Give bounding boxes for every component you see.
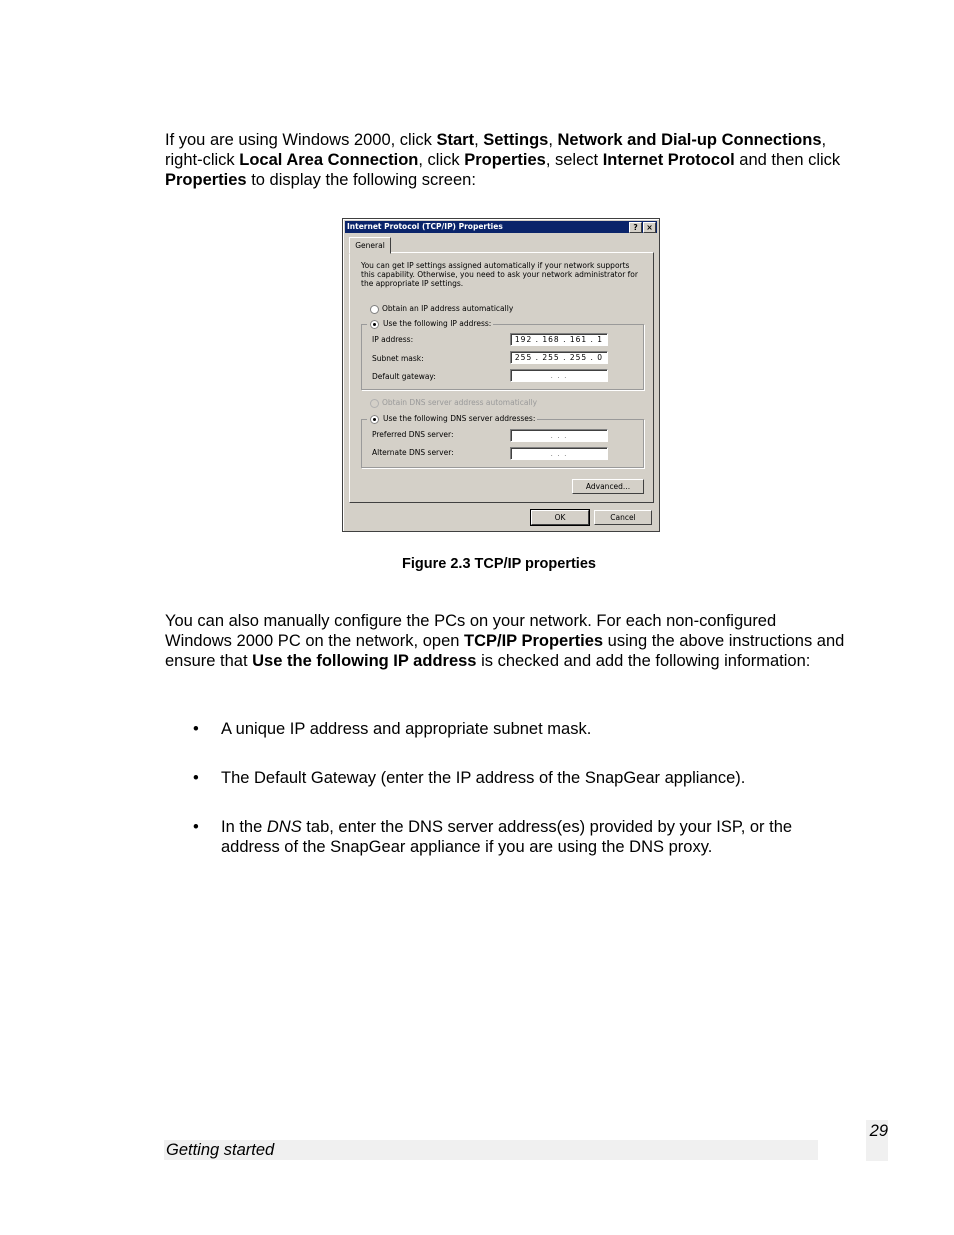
obtain-dns-auto-label: Obtain DNS server address automatically — [382, 398, 538, 407]
close-button[interactable]: × — [643, 222, 656, 233]
tcpip-properties-dialog — [342, 218, 660, 532]
help-button[interactable]: ? — [629, 222, 642, 233]
default-gateway-label: Default gateway: — [372, 372, 436, 381]
alternate-dns-label: Alternate DNS server: — [372, 448, 454, 457]
ok-button[interactable]: OK — [531, 510, 589, 525]
list-item: • In the DNS tab, enter the DNS server address(es) provided by your ISP, or the address of the SnapGear appliance if you are using the DNS proxy. — [193, 818, 793, 856]
figure-caption: Figure 2.3 TCP/IP properties — [402, 556, 596, 572]
list-item: • The Default Gateway (enter the IP address of the SnapGear appliance). — [193, 769, 746, 787]
preferred-dns-input[interactable]: . . . — [510, 429, 608, 442]
subnet-mask-label: Subnet mask: — [372, 354, 424, 363]
page-number: 29 — [866, 1120, 888, 1161]
dialog-title-bar — [345, 221, 657, 233]
general-tab-panel — [349, 252, 654, 503]
ip-address-input[interactable]: 192 . 168 . 161 . 1 — [510, 333, 608, 346]
use-static-ip-radio[interactable] — [370, 320, 379, 329]
obtain-dns-auto-radio[interactable] — [370, 399, 379, 408]
config-bullet-list — [165, 719, 845, 886]
default-gateway-input[interactable]: . . . — [510, 369, 608, 382]
list-item: • A unique IP address and appropriate subnet mask. — [193, 720, 592, 738]
ip-address-label: IP address: — [372, 335, 414, 344]
obtain-ip-auto-label: Obtain an IP address automatically — [382, 304, 514, 313]
dialog-intro-text: You can get IP settings assigned automatically if your network supports this capability. Otherwise, you need to ask your network administrator for the appropriate IP settings. — [361, 261, 638, 288]
bullet-icon: • — [193, 720, 199, 738]
advanced-button[interactable]: Advanced... — [572, 479, 644, 494]
bullet-icon: • — [193, 818, 199, 836]
intro-paragraph: If you are using Windows 2000, click Start, Settings, Network and Dial-up Connections, right-click Local Area Connection, click Properties, select Internet Protocol and then click Properties to display the following screen: — [165, 131, 841, 189]
subnet-mask-input[interactable]: 255 . 255 . 255 . 0 — [510, 351, 608, 364]
preferred-dns-label: Preferred DNS server: — [372, 430, 454, 439]
dialog-title: Internet Protocol (TCP/IP) Properties — [347, 222, 503, 231]
alternate-dns-input[interactable]: . . . — [510, 447, 608, 460]
obtain-ip-auto-radio[interactable] — [370, 305, 379, 314]
manual-config-paragraph: You can also manually configure the PCs on your network. For each non-configured Windows 2000 PC on the network, open TCP/IP Properties using the above instructions and ensure that Use the following IP address is checked and add the following information: — [165, 612, 845, 670]
cancel-button[interactable]: Cancel — [594, 510, 652, 525]
use-static-ip-label: Use the following IP address: — [383, 319, 492, 328]
use-static-dns-label: Use the following DNS server addresses: — [383, 414, 536, 423]
static-dns-group — [361, 419, 644, 468]
tab-general[interactable]: General — [349, 237, 391, 254]
use-static-dns-radio[interactable] — [370, 415, 379, 424]
footer-section-label: Getting started — [164, 1140, 818, 1160]
bullet-icon: • — [193, 769, 199, 787]
